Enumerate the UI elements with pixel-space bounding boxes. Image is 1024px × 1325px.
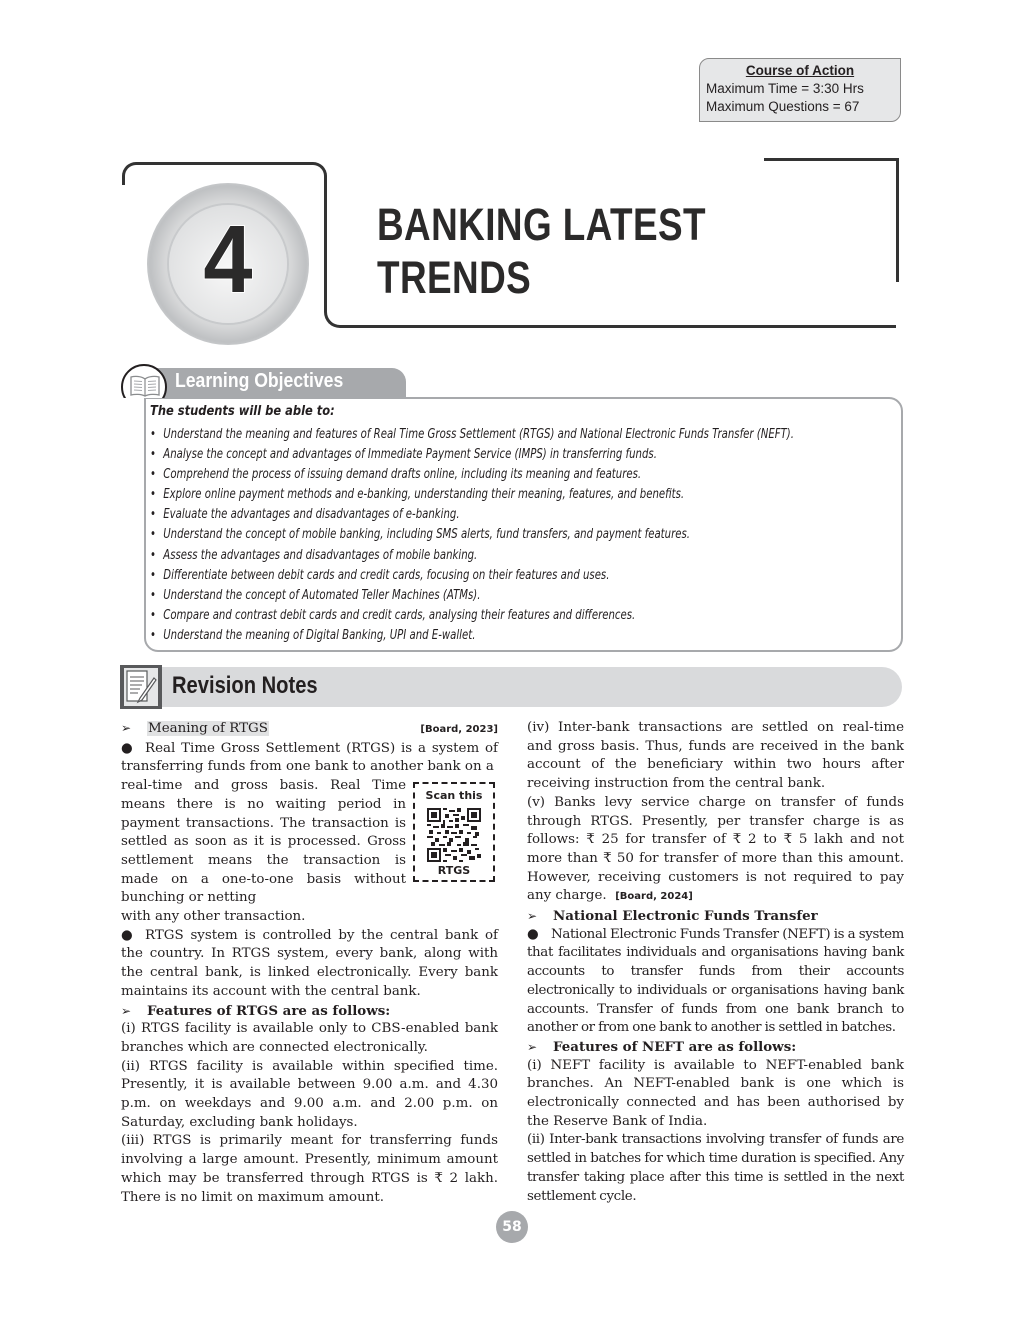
learning-objectives-tab [150,368,406,398]
objective-item: • Explore online payment methods and e-banking, understanding their meaning, features, and benefits. [150,487,685,503]
rtgs-control-paragraph: ● RTGS system is controlled by the central bank of the country. In RTGS system, every bank, along with the central bank, is linked electronically. Every bank maintains its account with the central bank. [121,927,498,999]
neft-feature-i: (i) NEFT facility is available to NEFT-enabled bank branches. An NEFT-enabled bank is one which is electronically connected and has been authorised by the Reserve Bank of India. [527,1057,904,1129]
rtgs-definition-wrapped: real-time and gross basis. Real Time means there is no waiting period in payment transactions. The transaction is settled as soon as it is processed. Gross settlement means the transaction is made on a one-to-one basis without bunching or netting [121,778,406,906]
course-of-action-box [699,58,901,122]
learning-objectives-list [150,425,976,646]
chapter-number-badge [147,183,309,345]
bullet-icon: ● [527,926,539,942]
neft-definition: ● National Electronic Funds Transfer (NEFT) is a system that facilitates individuals and organisations having bank accounts to transfer funds from their accounts electronically to individuals or organisations having bank accounts. Transfer of funds from one bank branch to another or from one bank to another is settled in batches. [527,926,904,1036]
course-of-action-title: Course of Action [745,63,855,78]
rtgs-definition-first: ● Real Time Gross Settlement (RTGS) is a system of transferring funds from one bank to another bank on a [121,740,498,775]
objective-item: • Understand the concept of Automated Teller Machines (ATMs). [150,587,481,603]
meaning-of-rtgs-row [121,719,498,740]
bullet-icon: ● [121,740,133,756]
arrow-icon: ➢ [121,1003,132,1018]
rtgs-definition-end: with any other transaction. [121,909,306,925]
learning-objectives-heading: Learning Objectives [175,370,344,392]
chapter-title [377,198,706,304]
objective-item: • Evaluate the advantages and disadvantages of e-banking. [150,507,460,523]
bullet-icon: ● [121,927,133,943]
maximum-questions: Maximum Questions = 67 [706,99,860,114]
objective-item: • Comprehend the process of issuing demand drafts online, including its meaning and features. [150,467,642,483]
page-number: 58 [496,1211,528,1243]
neft-feature-ii: (ii) Inter-bank transactions involving transfer of funds are settled in batches for which time duration is specified. Any transfer taking place after this time is settled in the next settlement cycle. [527,1132,904,1204]
arrow-icon: ➢ [527,1039,538,1054]
arrow-icon: ➢ [121,721,132,735]
right-column [527,719,904,1206]
qr-code-icon [427,808,481,862]
learning-objectives-intro: The students will be able to: [150,403,335,419]
revision-notes-heading: Revision Notes [172,672,318,699]
notepad-pencil-icon [120,665,162,709]
qr-top-label: Scan this [425,789,483,802]
objective-item: • Understand the concept of mobile banking, including SMS alerts, fund transfers, and payment features. [150,527,691,543]
objective-item: • Understand the meaning and features of Real Time Gross Settlement (RTGS) and National Electronic Funds Transfer (NEFT). [150,427,794,442]
meaning-of-rtgs-heading: Meaning of RTGS [148,721,268,736]
rtgs-feature-iv: (iv) Inter-bank transactions are settled on real-time and gross basis. Thus, funds are received in the bank account of the beneficiary within two hours after receiving instruction from the central bank. [527,720,904,792]
neft-features-heading: ➢ Features of NEFT are as follows: [527,1038,797,1055]
objective-item: • Understand the meaning of Digital Banking, UPI and E-wallet. [150,627,476,643]
chapter-number: 4 [203,206,253,313]
chapter-frame-right [764,158,899,282]
board-tag: [Board, 2024] [615,891,693,903]
chapter-title-line1: BANKING LATEST [377,199,706,250]
rtgs-feature-i: (i) RTGS facility is available only to CBS-enabled bank branches which are connected electronically. [121,1021,498,1055]
qr-bottom-label: RTGS [437,864,471,877]
objective-item: • Analyse the concept and advantages of Immediate Payment Service (IMPS) in transferring funds. [150,447,657,463]
neft-heading: ➢ National Electronic Funds Transfer [527,908,818,925]
chapter-title-line2: TRENDS [377,252,532,303]
board-tag: [Board, 2023] [420,724,498,735]
objective-item: • Differentiate between debit cards and credit cards, focusing on their features and uses. [150,567,610,583]
arrow-icon: ➢ [527,909,538,924]
objective-item: • Assess the advantages and disadvantages of mobile banking. [150,547,478,563]
rtgs-feature-v: (v) Banks levy service charge on transfer of funds through RTGS. Presently, per transfer charge is as follows: ₹ 25 for transfer of ₹ 2 to ₹ 5 lakh and not more than ₹ 50 for transfer of more than this amount. However, receiving customers is not required to pay any charge. [Board, 2024] [527,794,904,904]
qr-scan-box[interactable] [413,782,495,882]
rtgs-feature-iii: (iii) RTGS is primarily meant for transferring funds involving a large amount. Presently, minimum amount which may be transferred through RTGS is ₹ 2 lakh. There is no limit on maximum amount. [121,1133,498,1205]
maximum-time: Maximum Time = 3:30 Hrs [706,81,864,96]
rtgs-features-heading: ➢ Features of RTGS are as follows: [121,1002,391,1019]
rtgs-feature-ii: (ii) RTGS facility is available within specified time. Presently, it is available between 9.00 a.m. and 4.30 p.m. on weekdays and 9.00 a.m. and 2.00 p.m. on Saturday, excluding bank holidays. [121,1058,498,1130]
objective-item: • Compare and contrast debit cards and credit cards, analysing their features and differences. [150,607,636,623]
